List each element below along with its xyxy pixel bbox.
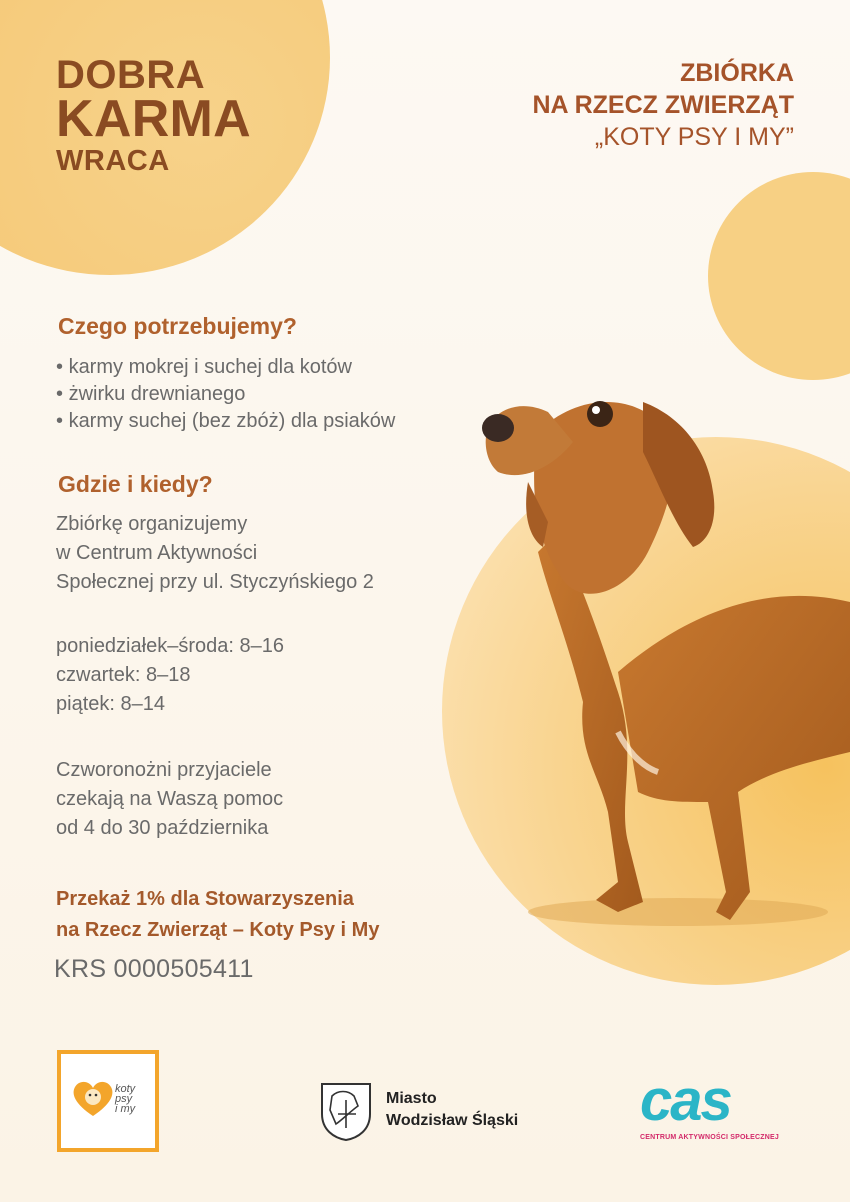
headline-line-3: WRACA [56, 145, 170, 177]
headline-line-1: DOBRA [56, 53, 206, 97]
opening-hours [56, 632, 284, 719]
koty-logo-text [115, 1084, 135, 1114]
appeal-line: od 4 do 30 października [56, 817, 269, 839]
where-line: w Centrum Aktywności [56, 542, 258, 564]
where-address [56, 510, 374, 597]
decor-circle-right [708, 172, 850, 380]
appeal-line: Czworonożni przyjaciele [56, 759, 272, 781]
collection-title-line-2: NA RZECZ ZWIERZĄT [532, 91, 794, 119]
collection-title [532, 57, 794, 153]
cas-logo [640, 1068, 790, 1141]
koty-psy-i-my-logo [57, 1050, 159, 1152]
appeal-line: czekają na Waszą pomoc [56, 788, 284, 810]
koty-line-2: psy [115, 1093, 133, 1105]
needs-title: Czego potrzebujemy? [58, 313, 297, 339]
city-line-2: Wodzisław Śląski [386, 1112, 519, 1129]
where-line: Społecznej przy ul. Styczyńskiego 2 [56, 571, 374, 593]
where-title: Gdzie i kiedy? [58, 471, 213, 497]
needs-item: • karmy mokrej i suchej dla kotów [56, 354, 395, 381]
dachshund-image [468, 372, 850, 932]
headline [56, 55, 251, 176]
headline-line-2: KARMA [56, 90, 252, 148]
donate-info [56, 884, 379, 946]
hours-line: czwartek: 8–18 [56, 664, 191, 686]
cas-logo-subtitle: CENTRUM AKTYWNOŚCI SPOŁECZNEJ [640, 1134, 779, 1141]
needs-item: • karmy suchej (bez zbóż) dla psiaków [56, 408, 395, 435]
hours-line: piątek: 8–14 [56, 693, 165, 715]
collection-title-line-1: ZBIÓRKA [680, 59, 794, 87]
koty-line-3: i my [115, 1103, 136, 1115]
koty-line-1: koty [115, 1083, 136, 1095]
collection-title-line-3: „KOTY PSY I MY” [594, 123, 794, 151]
heart-icon [71, 1078, 115, 1118]
cas-logo-word: cas [640, 1068, 731, 1133]
hours-line: poniedziałek–środa: 8–16 [56, 635, 284, 657]
donate-line-1: Przekaż 1% dla Stowarzyszenia [56, 888, 354, 910]
needs-item: • żwirku drewnianego [56, 381, 395, 408]
needs-list [56, 354, 395, 435]
city-line-1: Miasto [386, 1090, 437, 1107]
krs-number: KRS 0000505411 [54, 955, 254, 983]
where-line: Zbiórkę organizujemy [56, 513, 248, 535]
donate-line-2: na Rzecz Zwierząt – Koty Psy i My [56, 919, 380, 941]
city-name [386, 1088, 518, 1132]
appeal-text [56, 756, 283, 843]
needs-list-wrap [56, 354, 395, 435]
city-crest-icon [318, 1080, 374, 1142]
